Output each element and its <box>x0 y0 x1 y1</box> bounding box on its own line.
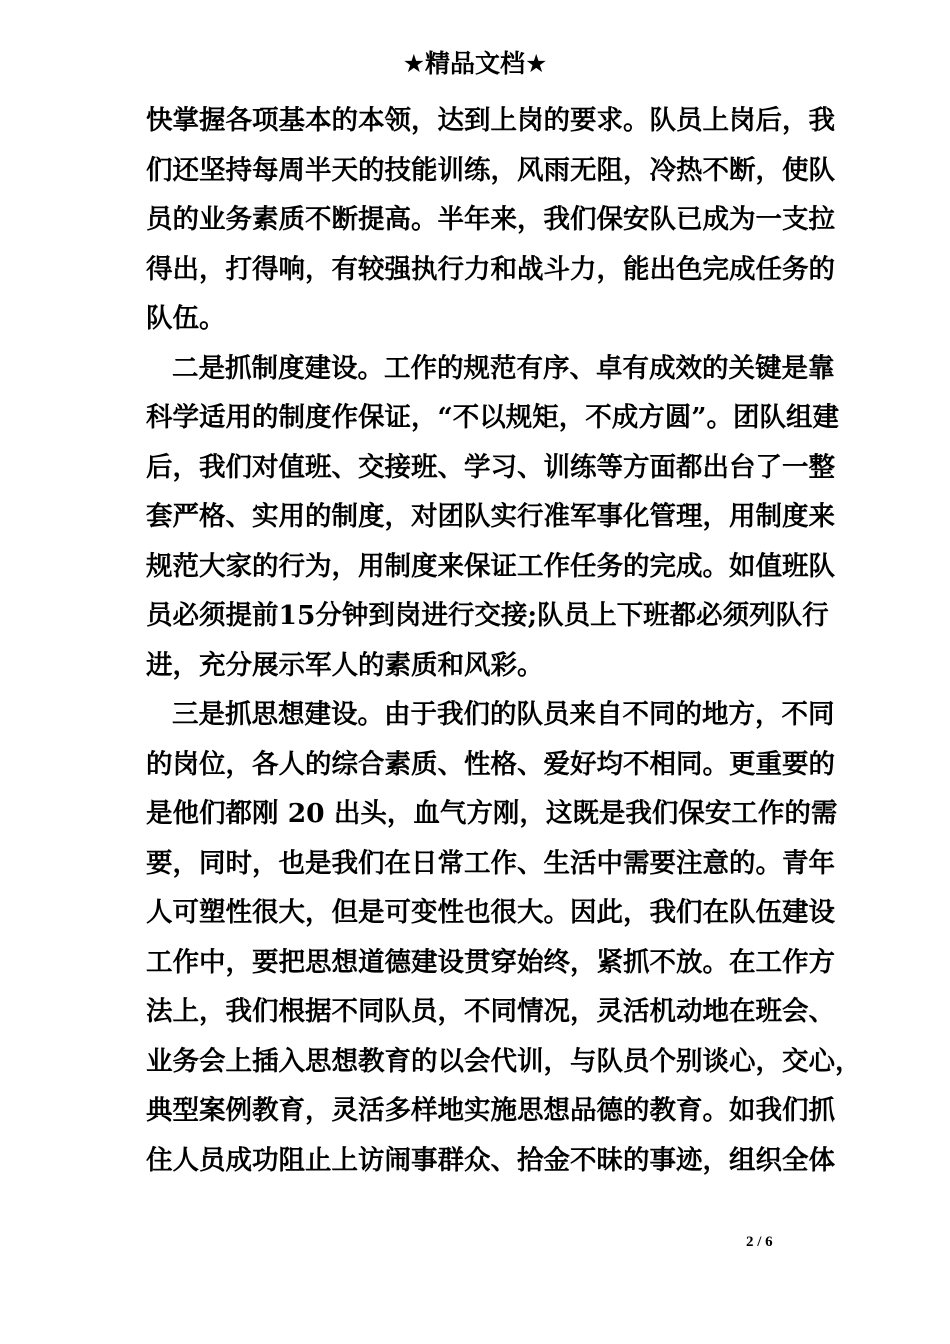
text-line: 业务会上插入思想教育的以会代训，与队员个别谈心，交心， <box>146 1045 862 1077</box>
text-line: 后，我们对值班、交接班、学习、训练等方面都出台了一整 <box>146 451 835 483</box>
text-line: 典型案例教育，灵活多样地实施思想品德的教育。如我们抓 <box>146 1095 835 1126</box>
text-line: 队伍。 <box>146 303 226 334</box>
text-line: 法上，我们根据不同队员，不同情况，灵活机动地在班会、 <box>146 996 835 1027</box>
text-line: 员必须提前15分钟到岗进行交接;队员上下班都必须列队行 <box>146 600 829 631</box>
text-line: 是他们都刚 20 出头，血气方刚，这既是我们保安工作的需 <box>146 798 838 829</box>
document-body <box>146 96 862 1185</box>
paragraph-start-line: 三是抓思想建设。由于我们的队员来自不同的地方，不同 <box>172 699 835 730</box>
text-line: 规范大家的行为，用制度来保证工作任务的完成。如值班队 <box>146 550 835 582</box>
text-line: 要，同时，也是我们在日常工作、生活中需要注意的。青年 <box>146 847 835 879</box>
text-line: 们还坚持每周半天的技能训练，风雨无阻，冷热不断，使队 <box>146 154 835 186</box>
page-number: 2 / 6 <box>746 1234 773 1250</box>
text-line: 得出，打得响，有较强执行力和战斗力，能出色完成任务的 <box>146 253 835 285</box>
text-line: 住人员成功阻止上访闹事群众、拾金不昧的事迹，组织全体 <box>146 1144 835 1176</box>
paragraph-start-line: 二是抓制度建设。工作的规范有序、卓有成效的关键是靠 <box>172 352 835 384</box>
text-line: 员的业务素质不断提高。半年来，我们保安队已成为一支拉 <box>146 204 835 235</box>
page-header-title: ★精品文档★ <box>402 49 548 78</box>
text-line: 工作中，要把思想道德建设贯穿始终，紧抓不放。在工作方 <box>146 946 835 978</box>
text-line: 进，充分展示军人的素质和风彩。 <box>146 649 544 681</box>
text-line: 套严格、实用的制度，对团队实行准军事化管理，用制度来 <box>146 501 835 532</box>
text-line: 快掌握各项基本的本领，达到上岗的要求。队员上岗后，我 <box>146 105 835 136</box>
text-line: 科学适用的制度作保证，“不以规矩，不成方圆”。团队组建 <box>146 402 839 433</box>
text-line: 人可塑性很大，但是可变性也很大。因此，我们在队伍建设 <box>146 897 835 928</box>
text-line: 的岗位，各人的综合素质、性格、爱好均不相同。更重要的 <box>146 748 835 780</box>
